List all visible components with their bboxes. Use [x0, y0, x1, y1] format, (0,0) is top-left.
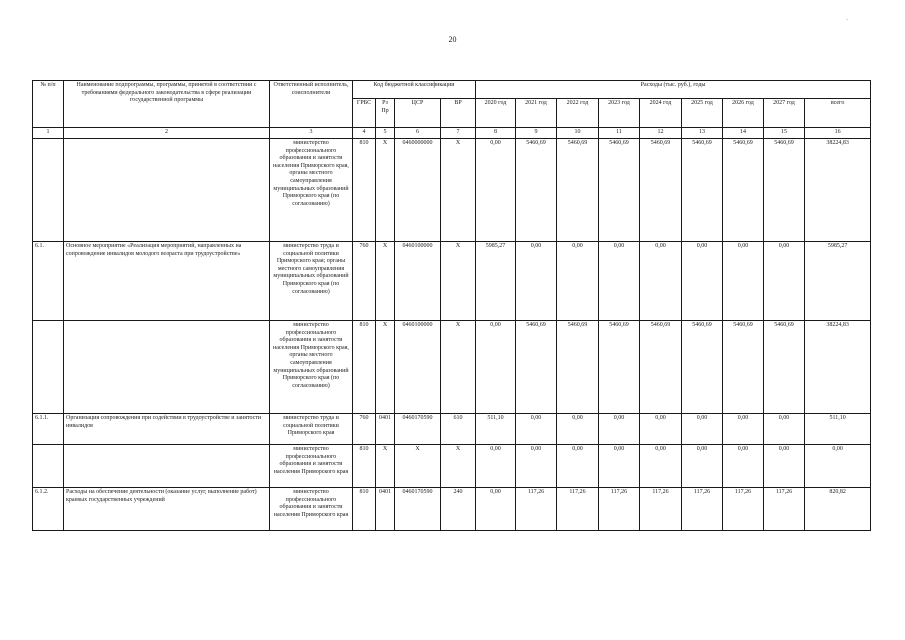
row-value: 5460,69	[516, 139, 557, 242]
row-value: 0,00	[599, 445, 640, 488]
row-value: 0,00	[557, 445, 599, 488]
row-vr: X	[441, 321, 476, 414]
table-row	[33, 488, 871, 531]
header-year: 2023 год	[599, 99, 640, 128]
table-row	[33, 445, 871, 488]
row-csr: 0460170590	[395, 414, 441, 445]
row-csr: 0460000000	[395, 139, 441, 242]
row-name: Основное мероприятие «Реализация мероприятий, направленных на сопровождение инвалидов молодого возраста при трудоустройстве»	[64, 242, 270, 321]
row-value: 511,10	[476, 414, 516, 445]
row-value: 117,26	[682, 488, 723, 531]
row-rzpr: X	[376, 445, 395, 488]
header-grbs: ГРБС	[353, 99, 376, 128]
column-number: 4	[353, 128, 376, 139]
budget-table	[32, 80, 871, 531]
row-rzpr: X	[376, 321, 395, 414]
row-value: 0,00	[640, 414, 682, 445]
header-year: 2025 год	[682, 99, 723, 128]
row-grbs: 810	[353, 321, 376, 414]
row-vr: X	[441, 242, 476, 321]
row-value: 117,26	[723, 488, 764, 531]
column-number: 11	[599, 128, 640, 139]
row-csr: X	[395, 445, 441, 488]
row-number: 6.1.	[33, 242, 64, 321]
table-row	[33, 321, 871, 414]
row-value: 0,00	[640, 445, 682, 488]
table-row	[33, 139, 871, 242]
row-grbs: 810	[353, 139, 376, 242]
row-value: 0,00	[599, 414, 640, 445]
row-csr: 0460100000	[395, 321, 441, 414]
row-value: 0,00	[476, 445, 516, 488]
row-value: 117,26	[516, 488, 557, 531]
row-value: 5460,69	[516, 321, 557, 414]
column-number: 8	[476, 128, 516, 139]
header-csr: ЦСР	[395, 99, 441, 128]
row-vr: X	[441, 445, 476, 488]
column-number: 1	[33, 128, 64, 139]
row-value: 5460,69	[764, 321, 805, 414]
column-number: 5	[376, 128, 395, 139]
row-rzpr: 0401	[376, 488, 395, 531]
column-number: 12	[640, 128, 682, 139]
row-total: 820,82	[805, 488, 871, 531]
row-value: 117,26	[640, 488, 682, 531]
row-value: 117,26	[599, 488, 640, 531]
header-name: Наименование подпрограммы, программы, принятой в соответствии с требованиями федерального законодательства в сфере реализации государственной программы	[64, 81, 270, 128]
header-year: 2026 год	[723, 99, 764, 128]
row-grbs: 760	[353, 242, 376, 321]
row-vr: 610	[441, 414, 476, 445]
column-number: 16	[805, 128, 871, 139]
corner-mark: -	[846, 17, 848, 23]
row-csr: 0460100000	[395, 242, 441, 321]
column-number-row	[33, 128, 871, 139]
row-grbs: 810	[353, 488, 376, 531]
row-value: 0,00	[557, 414, 599, 445]
row-rzpr: X	[376, 139, 395, 242]
row-vr: X	[441, 139, 476, 242]
row-number	[33, 321, 64, 414]
row-name: Расходы на обеспечение деятельности (оказание услуг, выполнение работ) краевых государственных учреждений	[64, 488, 270, 531]
header-year: 2021 год	[516, 99, 557, 128]
row-value: 0,00	[599, 242, 640, 321]
row-executor: министерство профессионального образования и занятости населения Приморского края	[270, 488, 353, 531]
row-name	[64, 139, 270, 242]
column-number: 3	[270, 128, 353, 139]
row-value: 5460,69	[723, 321, 764, 414]
column-number: 2	[64, 128, 270, 139]
row-value: 5460,69	[682, 321, 723, 414]
row-value: 5460,69	[599, 321, 640, 414]
row-value: 5460,69	[723, 139, 764, 242]
header-total: всего	[805, 99, 871, 128]
row-total: 38224,83	[805, 139, 871, 242]
row-value: 0,00	[764, 445, 805, 488]
row-value: 5460,69	[764, 139, 805, 242]
row-value: 117,26	[764, 488, 805, 531]
row-value: 5460,69	[682, 139, 723, 242]
row-value: 5460,69	[640, 139, 682, 242]
row-value: 0,00	[516, 242, 557, 321]
row-value: 5985,27	[476, 242, 516, 321]
column-number: 6	[395, 128, 441, 139]
row-total: 511,10	[805, 414, 871, 445]
row-value: 0,00	[516, 414, 557, 445]
row-executor: министерство труда и социальной политики Приморского края	[270, 414, 353, 445]
row-executor: министерство труда и социальной политики Приморского края; органы местного самоуправления муниципальных образований Приморского края (по согласованию)	[270, 242, 353, 321]
row-value: 0,00	[557, 242, 599, 321]
column-number: 13	[682, 128, 723, 139]
table-row	[33, 242, 871, 321]
row-executor: министерство профессионального образования и занятости населения Приморского края	[270, 445, 353, 488]
row-number: 6.1.2.	[33, 488, 64, 531]
row-value: 0,00	[682, 242, 723, 321]
column-number: 15	[764, 128, 805, 139]
row-value: 0,00	[764, 414, 805, 445]
row-value: 0,00	[476, 321, 516, 414]
page-number: 20	[448, 35, 457, 44]
row-value: 0,00	[476, 488, 516, 531]
row-grbs: 760	[353, 414, 376, 445]
row-grbs: 810	[353, 445, 376, 488]
row-executor: министерство профессионального образования и занятости населения Приморского края, органы местного самоуправления муниципальных образований Приморского края (по согласованию)	[270, 321, 353, 414]
row-number: 6.1.1.	[33, 414, 64, 445]
column-number: 14	[723, 128, 764, 139]
row-value: 0,00	[723, 445, 764, 488]
column-number: 9	[516, 128, 557, 139]
header-year: 2024 год	[640, 99, 682, 128]
table-row	[33, 414, 871, 445]
row-name	[64, 445, 270, 488]
row-total: 38224,83	[805, 321, 871, 414]
row-value: 0,00	[682, 414, 723, 445]
row-executor: министерство профессионального образования и занятости населения Приморского края, органы местного самоуправления муниципальных образований Приморского края (по согласованию)	[270, 139, 353, 242]
header-vr: ВР	[441, 99, 476, 128]
header-budget-code: Код бюджетной классификации	[353, 81, 476, 99]
row-value: 0,00	[723, 414, 764, 445]
row-name: Организация сопровождения при содействии в трудоустройстве и занятости инвалидов	[64, 414, 270, 445]
row-value: 0,00	[516, 445, 557, 488]
header-executor: Ответственный исполнитель, соисполнители	[270, 81, 353, 128]
row-rzpr: X	[376, 242, 395, 321]
row-name	[64, 321, 270, 414]
row-value: 0,00	[640, 242, 682, 321]
header-year: 2022 год	[557, 99, 599, 128]
row-value: 5460,69	[557, 139, 599, 242]
row-number	[33, 139, 64, 242]
header-expenses: Расходы (тыс. руб.), годы	[476, 81, 871, 99]
header-year: 2020 год	[476, 99, 516, 128]
row-total: 0,00	[805, 445, 871, 488]
row-rzpr: 0401	[376, 414, 395, 445]
header-num: № п/п	[33, 81, 64, 128]
header-rzpr: Рз Пр	[376, 99, 395, 128]
row-value: 117,26	[557, 488, 599, 531]
row-value: 0,00	[682, 445, 723, 488]
row-value: 0,00	[476, 139, 516, 242]
row-value: 0,00	[764, 242, 805, 321]
row-value: 5460,69	[640, 321, 682, 414]
row-total: 5985,27	[805, 242, 871, 321]
row-csr: 0460170590	[395, 488, 441, 531]
row-value: 0,00	[723, 242, 764, 321]
header-year: 2027 год	[764, 99, 805, 128]
row-value: 5460,69	[599, 139, 640, 242]
column-number: 10	[557, 128, 599, 139]
row-vr: 240	[441, 488, 476, 531]
row-value: 5460,69	[557, 321, 599, 414]
row-number	[33, 445, 64, 488]
column-number: 7	[441, 128, 476, 139]
